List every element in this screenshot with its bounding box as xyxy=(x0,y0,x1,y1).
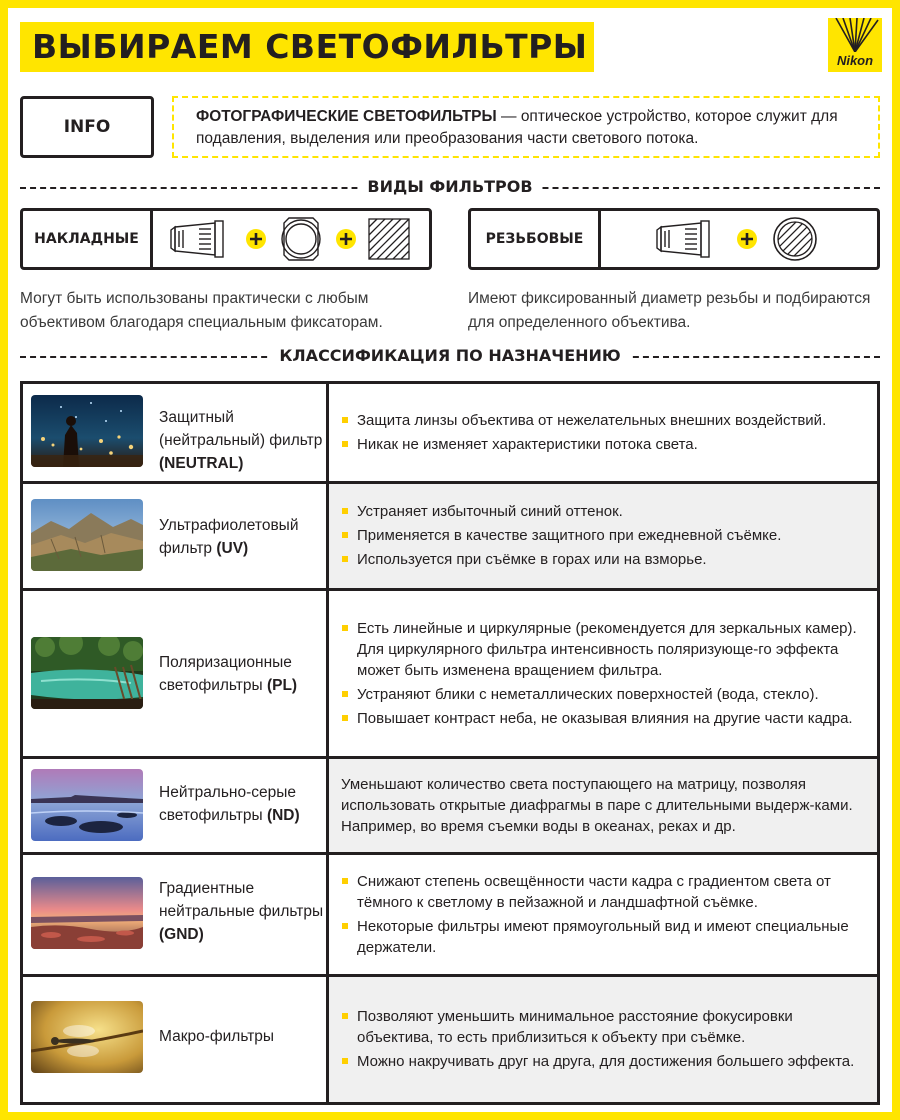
filter-name-cell xyxy=(23,977,329,1102)
info-definition xyxy=(172,96,880,158)
lens-icon xyxy=(657,221,709,257)
filter-name xyxy=(159,514,327,560)
info-label: INFO xyxy=(20,96,154,158)
filter-name-cell xyxy=(23,384,329,481)
filter-name xyxy=(159,651,327,697)
list-item: Устраняют блики с неметаллических поверхностей (вода, стекло). xyxy=(341,684,867,705)
list-item: Некоторые фильтры имеют прямоугольный вид и имеют специальные держатели. xyxy=(341,916,867,958)
list-item: Устраняет избыточный синий оттенок. xyxy=(341,501,867,522)
list-item: Повышает контраст неба, не оказывая влияния на другие части кадра. xyxy=(341,708,867,729)
round-filter-icon xyxy=(771,215,819,263)
title-banner xyxy=(20,22,594,72)
filter-description-cell xyxy=(329,484,877,588)
list-item: Есть линейные и циркулярные (рекомендуется для зеркальных камер). Для циркулярного фильтра интенсивность поляризующе-го эффекта может быть изменена вращением фильтра. xyxy=(341,618,867,681)
threaded-description: Имеют фиксированный диаметр резьбы и подбираются для определенного объектива. xyxy=(468,290,871,331)
infographic-page xyxy=(8,8,892,1112)
list-item: Используется при съёмке в горах или на взморье. xyxy=(341,549,867,570)
plus-icon xyxy=(246,229,266,249)
mountains-photo xyxy=(29,497,145,573)
dragonfly-macro-photo xyxy=(29,999,145,1075)
classification-section-heading xyxy=(20,346,880,366)
nikon-logo xyxy=(828,18,882,72)
table-row xyxy=(23,588,877,756)
list-item: Можно накручивать друг на друга, для достижения большего эффекта. xyxy=(341,1051,867,1072)
plus-icon xyxy=(336,229,356,249)
filter-name xyxy=(159,877,327,946)
table-row xyxy=(23,852,877,974)
filter-name-cell xyxy=(23,484,329,588)
filter-name-text: Ультрафиолетовый фильтр xyxy=(159,517,299,557)
types-section-heading xyxy=(20,177,880,197)
filter-name-text: Нейтрально-серые светофильтры xyxy=(159,784,297,824)
lens-icon xyxy=(171,221,223,257)
table-row xyxy=(23,481,877,588)
filter-description-cell xyxy=(329,977,877,1102)
info-term: ФОТОГРАФИЧЕСКИЕ СВЕТОФИЛЬТРЫ xyxy=(196,108,497,125)
sunset-coast-photo xyxy=(29,875,145,951)
filter-description-text: Уменьшают количество света поступающего на матрицу, позволяя использовать открытые диафрагмы в паре с длительными выдерж-ками. Например, во время съемки воды в океанах, реках и др. xyxy=(341,776,853,835)
filter-name xyxy=(159,406,327,475)
table-row xyxy=(23,384,877,481)
overlay-description: Могут быть использованы практически с любым объективом благодаря специальным фиксаторам. xyxy=(20,290,383,331)
filter-code: (GND) xyxy=(159,926,204,943)
list-item: Снижают степень освещённости части кадра с градиентом света от тёмного к светлому в пейзажной и ландшафтной съёмке. xyxy=(341,871,867,913)
list-item: Позволяют уменьшить минимальное расстояние фокусировки объектива, то есть приблизиться к объекту при съёмке. xyxy=(341,1006,867,1048)
filter-name-cell xyxy=(23,855,329,974)
logo-rays-icon xyxy=(828,18,882,52)
filter-code: (ND) xyxy=(266,807,300,824)
filter-description-cell xyxy=(329,759,877,852)
filter-description-cell xyxy=(329,591,877,756)
filter-code: (PL) xyxy=(266,677,298,694)
night-couple-photo xyxy=(29,393,145,469)
filter-code: (NEUTRAL) xyxy=(159,455,244,472)
classification-table xyxy=(20,381,880,1105)
filter-name-cell xyxy=(23,759,329,852)
filter-name-text: Градиентные нейтральные фильтры xyxy=(159,880,324,920)
filter-name-text: Поляризационные светофильтры xyxy=(159,654,292,694)
overlay-filters-box xyxy=(20,208,432,270)
square-filter-icon xyxy=(369,219,409,259)
threaded-icons xyxy=(601,211,877,267)
filter-code: (UV) xyxy=(216,540,249,557)
info-definition-text: — оптическое устройство, которое служит для подавления, выделения или преобразования части светового потока. xyxy=(196,108,838,147)
threaded-filters-box xyxy=(468,208,880,270)
overlay-label: НАКЛАДНЫЕ xyxy=(23,211,153,267)
overlay-icons xyxy=(153,211,429,267)
filter-name xyxy=(159,781,327,827)
filter-holder-icon xyxy=(282,218,320,260)
forest-lake-photo xyxy=(29,635,145,711)
logo-text: Nikon xyxy=(836,53,874,68)
overlay-icons-svg xyxy=(153,211,429,267)
filter-name xyxy=(159,1025,327,1048)
filter-name-text: Макро-фильтры xyxy=(159,1028,275,1045)
list-item: Защита линзы объектива от нежелательных внешних воздействий. xyxy=(341,410,867,431)
list-item: Применяется в качестве защитного при ежедневной съёмке. xyxy=(341,525,867,546)
filter-name-text: Защитный (нейтральный) фильтр xyxy=(159,409,323,449)
filter-description-cell xyxy=(329,855,877,974)
page-title: ВЫБИРАЕМ СВЕТОФИЛЬТРЫ xyxy=(32,27,588,66)
plus-icon xyxy=(737,229,757,249)
types-heading-text: ВИДЫ ФИЛЬТРОВ xyxy=(357,177,542,196)
threaded-icons-svg xyxy=(601,211,877,267)
list-item: Никак не изменяет характеристики потока света. xyxy=(341,434,867,455)
filter-name-cell xyxy=(23,591,329,756)
long-exposure-sea-photo xyxy=(29,767,145,843)
filter-description-cell xyxy=(329,384,877,481)
table-row xyxy=(23,974,877,1102)
threaded-label: РЕЗЬБОВЫЕ xyxy=(471,211,601,267)
table-row xyxy=(23,756,877,852)
classification-heading-text: КЛАССИФИКАЦИЯ ПО НАЗНАЧЕНИЮ xyxy=(269,346,630,365)
